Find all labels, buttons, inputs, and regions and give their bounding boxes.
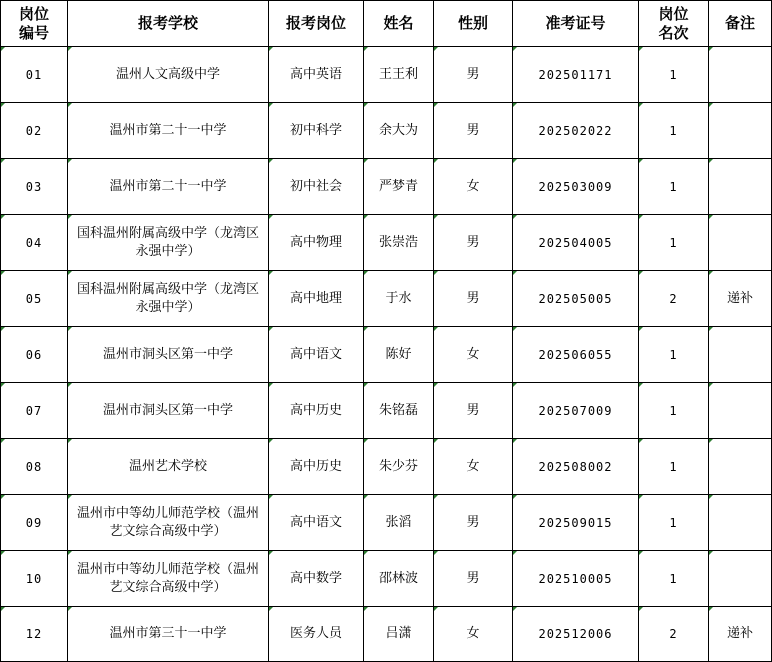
cell-note [709,439,772,495]
cell-gender: 女 [434,159,513,215]
cell-school: 温州市中等幼儿师范学校（温州艺文综合高级中学） [68,551,269,607]
cell-code: 08 [1,439,68,495]
header-name: 姓名 [364,1,434,47]
cell-rank: 1 [639,495,709,551]
cell-position: 高中历史 [269,383,364,439]
cell-school: 温州艺术学校 [68,439,269,495]
cell-gender: 女 [434,327,513,383]
cell-exam-no: 202506055 [513,327,639,383]
table-header-row [1,1,772,47]
cell-position: 高中物理 [269,215,364,271]
cell-code: 09 [1,495,68,551]
cell-exam-no: 202502022 [513,103,639,159]
cell-gender: 女 [434,607,513,662]
cell-code: 02 [1,103,68,159]
cell-code: 04 [1,215,68,271]
cell-name: 于水 [364,271,434,327]
cell-exam-no: 202503009 [513,159,639,215]
header-note: 备注 [709,1,772,47]
cell-rank: 2 [639,607,709,662]
cell-school: 国科温州附属高级中学（龙湾区永强中学） [68,215,269,271]
cell-position: 医务人员 [269,607,364,662]
cell-name: 严梦青 [364,159,434,215]
cell-gender: 男 [434,495,513,551]
cell-rank: 1 [639,551,709,607]
table-row [1,439,772,495]
header-school: 报考学校 [68,1,269,47]
cell-school: 温州市洞头区第一中学 [68,383,269,439]
cell-position: 高中地理 [269,271,364,327]
cell-exam-no: 202501171 [513,47,639,103]
cell-school: 温州市中等幼儿师范学校（温州艺文综合高级中学） [68,495,269,551]
cell-note [709,495,772,551]
cell-gender: 男 [434,551,513,607]
cell-note [709,551,772,607]
cell-exam-no: 202505005 [513,271,639,327]
cell-note [709,103,772,159]
cell-position: 初中社会 [269,159,364,215]
cell-code: 12 [1,607,68,662]
cell-gender: 女 [434,439,513,495]
table-row [1,215,772,271]
table-row [1,159,772,215]
cell-rank: 2 [639,271,709,327]
table-row [1,607,772,662]
cell-name: 张崇浩 [364,215,434,271]
table-row [1,495,772,551]
cell-code: 01 [1,47,68,103]
cell-school: 温州市第二十一中学 [68,159,269,215]
cell-note [709,327,772,383]
cell-rank: 1 [639,159,709,215]
cell-code: 06 [1,327,68,383]
cell-note: 递补 [709,607,772,662]
cell-rank: 1 [639,103,709,159]
cell-code: 10 [1,551,68,607]
cell-position: 高中语文 [269,495,364,551]
cell-gender: 男 [434,383,513,439]
cell-school: 温州市洞头区第一中学 [68,327,269,383]
header-rank: 岗位 名次 [639,1,709,47]
cell-rank: 1 [639,327,709,383]
cell-exam-no: 202508002 [513,439,639,495]
cell-name: 吕潇 [364,607,434,662]
cell-gender: 男 [434,47,513,103]
cell-note [709,47,772,103]
cell-note [709,383,772,439]
cell-exam-no: 202512006 [513,607,639,662]
header-position: 报考岗位 [269,1,364,47]
cell-name: 余大为 [364,103,434,159]
cell-code: 05 [1,271,68,327]
cell-exam-no: 202510005 [513,551,639,607]
cell-position: 高中历史 [269,439,364,495]
header-code: 岗位 编号 [1,1,68,47]
cell-code: 07 [1,383,68,439]
cell-rank: 1 [639,215,709,271]
cell-name: 朱少芬 [364,439,434,495]
cell-gender: 男 [434,271,513,327]
cell-school: 国科温州附属高级中学（龙湾区永强中学） [68,271,269,327]
header-gender: 性别 [434,1,513,47]
cell-note [709,215,772,271]
table-row [1,103,772,159]
cell-name: 陈好 [364,327,434,383]
table-row [1,271,772,327]
cell-position: 高中英语 [269,47,364,103]
header-exam-no: 准考证号 [513,1,639,47]
table-row [1,327,772,383]
cell-name: 邵林波 [364,551,434,607]
cell-position: 高中语文 [269,327,364,383]
cell-exam-no: 202507009 [513,383,639,439]
cell-note: 递补 [709,271,772,327]
cell-note [709,159,772,215]
cell-rank: 1 [639,439,709,495]
cell-exam-no: 202504005 [513,215,639,271]
cell-position: 初中科学 [269,103,364,159]
cell-name: 朱铭磊 [364,383,434,439]
cell-rank: 1 [639,47,709,103]
cell-gender: 男 [434,215,513,271]
cell-name: 张滔 [364,495,434,551]
cell-school: 温州人文高级中学 [68,47,269,103]
cell-school: 温州市第三十一中学 [68,607,269,662]
cell-school: 温州市第二十一中学 [68,103,269,159]
cell-position: 高中数学 [269,551,364,607]
cell-gender: 男 [434,103,513,159]
cell-exam-no: 202509015 [513,495,639,551]
table-row [1,551,772,607]
table-row [1,383,772,439]
cell-code: 03 [1,159,68,215]
table-row [1,47,772,103]
cell-name: 王王利 [364,47,434,103]
cell-rank: 1 [639,383,709,439]
